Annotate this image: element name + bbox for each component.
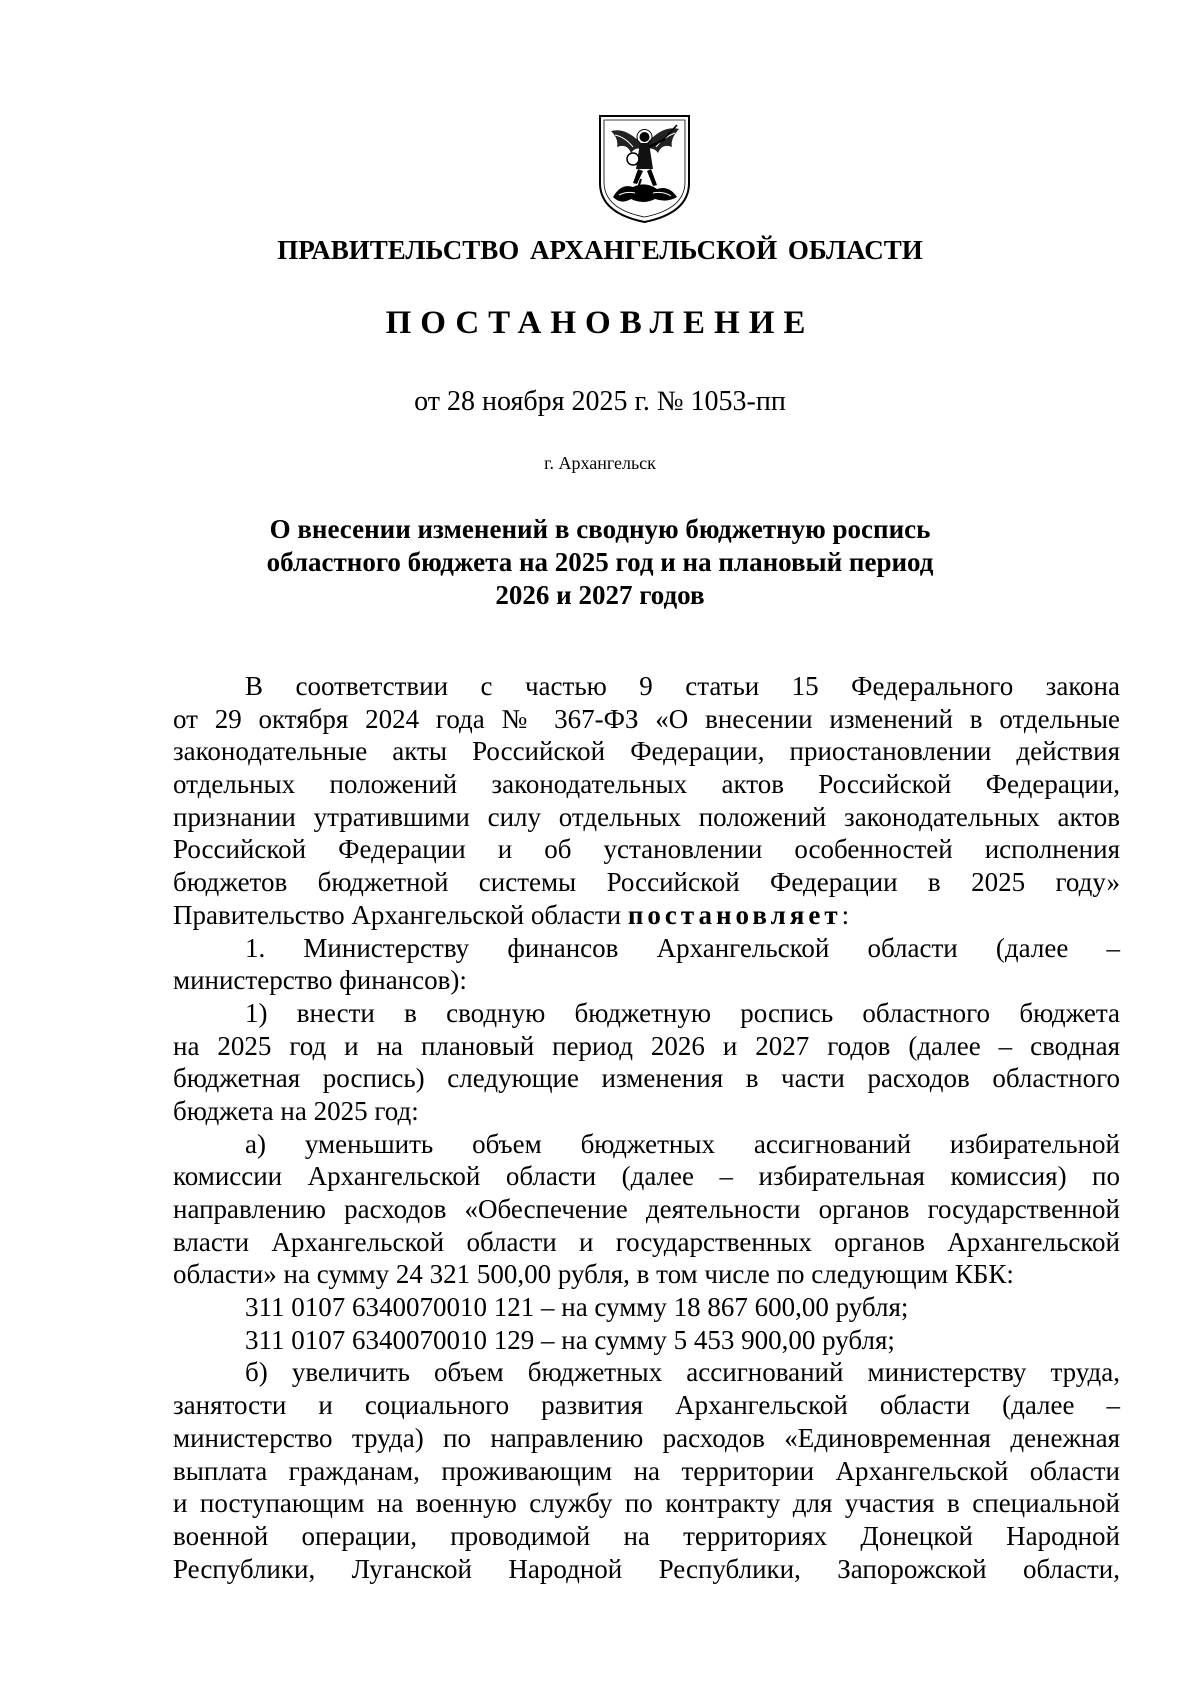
body-line: на 2025 год и на плановый период 2026 и 2027 годов (далее – сводная — [173, 1030, 1120, 1061]
body-line: и поступающим на военную службу по контракту для участия в специальной — [173, 1488, 1120, 1519]
document-date-number: от 28 ноября 2025 г. № 1053-пп — [414, 386, 786, 417]
body-line: признании утратившими силу отдельных положений законодательных актов — [173, 801, 1120, 832]
body-line: 311 0107 6340070010 121 – на сумму 18 867 600,00 рубля; — [245, 1292, 909, 1323]
body-line: бюджета на 2025 год: — [173, 1095, 419, 1126]
body-line — [173, 899, 1120, 932]
government-name: ПРАВИТЕЛЬСТВО АРХАНГЕЛЬСКОЙ ОБЛАСТИ — [277, 235, 923, 265]
document-type: ПОСТАНОВЛЕНИЕ — [385, 305, 815, 341]
body-line: отдельных положений законодательных актов Российской Федерации, — [173, 769, 1120, 800]
body-line: законодательные акты Российской Федерации, приостановлении действия — [173, 736, 1120, 767]
body-line: б) увеличить объем бюджетных ассигнований министерству труда, — [245, 1357, 1120, 1388]
body-line: комиссии Архангельской области (далее – избирательная комиссия) по — [173, 1161, 1120, 1192]
document-body — [173, 670, 1120, 1585]
body-line: власти Архангельской области и государственных органов Архангельской — [173, 1226, 1120, 1257]
body-line: от 29 октября 2024 года № 367-ФЗ «О внесении изменений в отдельные — [173, 703, 1120, 734]
body-line: Республики, Луганской Народной Республики, Запорожской области, — [173, 1553, 1120, 1584]
title-line: 2026 и 2027 годов — [495, 580, 705, 610]
body-line: направлению расходов «Обеспечение деятельности органов государственной — [173, 1194, 1120, 1224]
body-line: выплата гражданам, проживающим на территории Архангельской области — [173, 1455, 1120, 1486]
body-line: В соответствии с частью 9 статьи 15 Федерального закона — [245, 671, 1120, 701]
body-text-fragment: : — [841, 899, 850, 930]
body-text-fragment: Правительство Архангельской области — [173, 899, 628, 930]
body-line: министерство финансов): — [173, 965, 467, 996]
body-line: министерство труда) по направлению расходов «Единовременная денежная — [173, 1422, 1120, 1453]
body-line: 1. Министерству финансов Архангельской области (далее – — [245, 932, 1120, 963]
body-line: 1) внести в сводную бюджетную роспись областного бюджета — [245, 997, 1120, 1028]
document-city: г. Архангельск — [544, 453, 656, 473]
body-line: бюджетов бюджетной системы Российской Федерации в 2025 году» — [173, 867, 1120, 898]
body-line: области» на сумму 24 321 500,00 рубля, в том числе по следующим КБК: — [173, 1259, 1014, 1290]
coat-of-arms-icon — [597, 113, 692, 225]
body-line: Российской Федерации и об установлении особенностей исполнения — [173, 834, 1120, 865]
body-line: военной операции, проводимой на территориях Донецкой Народной — [173, 1520, 1120, 1551]
body-line: а) уменьшить объем бюджетных ассигнований избирательной — [245, 1128, 1120, 1159]
body-line: бюджетная роспись) следующие изменения в части расходов областного — [173, 1063, 1120, 1094]
title-line: областного бюджета на 2025 год и на плановый период — [266, 547, 934, 577]
body-line: 311 0107 6340070010 129 – на сумму 5 453 900,00 рубля; — [245, 1324, 895, 1355]
body-line: занятости и социального развития Архангельской области (далее – — [173, 1390, 1120, 1421]
document-title — [0, 513, 1200, 612]
resolution-keyword: постановляет — [627, 899, 842, 930]
title-line: О внесении изменений в сводную бюджетную роспись — [269, 514, 931, 544]
